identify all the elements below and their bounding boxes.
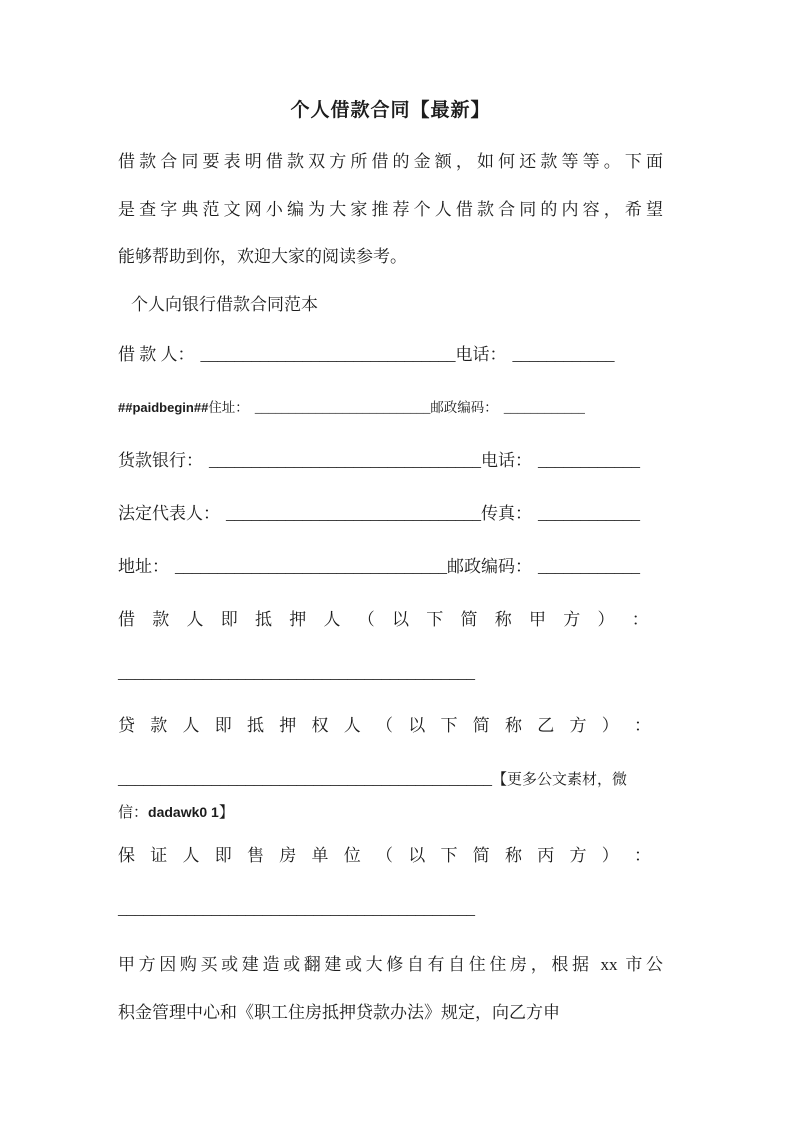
party-a-blank-line: __________________________________________ [118,663,475,682]
bank-blank: ________________________________ [209,451,481,470]
legal-rep-label: 法定代表人： [118,504,220,523]
postal-blank: ____________ [538,557,640,576]
party-b-blank-line [118,763,663,796]
paidbegin-marker: ##paidbegin## [118,400,209,415]
party-c-heading: 保 证 人 即 售 房 单 位 （ 以 下 简 称 丙 方 ） ： [118,846,657,865]
bank-phone-label: 电话： [481,451,532,470]
home-postal-label: 邮政编码： [430,400,498,415]
home-address-label: 住址： [208,400,249,415]
body-paragraph [118,941,663,1036]
body-line-2: 积金管理中心和《职工住房抵押贷款办法》规定，向乙方申 [118,1002,560,1022]
party-b-heading: 贷 款 人 即 抵 押 权 人 （ 以 下 简 称 乙 方 ） ： [118,716,657,735]
bank-phone-blank: ____________ [538,451,640,470]
bank-label: 货款银行： [118,451,203,470]
postal-label: 邮政编码： [447,557,532,576]
field-row-legal-rep [118,487,663,540]
fax-blank: ____________ [538,504,640,523]
field-row-address [118,540,663,593]
wechat-note-prefix: 信： [118,805,149,821]
borrower-blank: ______________________________ [200,345,456,364]
address-blank: ________________________________ [175,557,447,576]
home-postal-blank: ____________ [503,400,585,415]
wechat-note-line-1: 【更多公文素材，微 [492,772,628,788]
borrower-label: 借 款 人： [118,345,195,364]
party-b-blank: ____________________________________________ [118,769,492,788]
document-content [118,98,663,1036]
field-row-bank [118,434,663,487]
fax-label: 传真： [481,504,532,523]
borrower-phone-blank: ____________ [512,345,615,364]
party-b-blank-with-note [118,752,663,829]
body-line-1: 甲方因购买或建造或翻建或大修自有自住住房，根据 xx 市公 [118,955,663,974]
home-address-blank: __________________________ [254,400,431,415]
wechat-id: dadawk0 1 [148,804,219,820]
wechat-note-line-2 [118,796,663,829]
party-a-heading: 借 款 人 即 抵 押 人 （ 以 下 简 称 甲 方 ） ： [118,610,656,629]
address-label: 地址： [118,557,169,576]
borrower-phone-label: 电话： [455,345,507,364]
field-row-borrower [118,328,663,381]
intro-line-1: 借款合同要表明借款双方所借的金额，如何还款等等。下面 [118,152,663,171]
intro-line-2: 是查字典范文网小编为大家推荐个人借款合同的内容，希望 [118,199,663,219]
party-c-blank-line: __________________________________________ [118,899,475,918]
legal-rep-blank: ______________________________ [226,504,481,523]
page-title: 个人借款合同【最新】 [290,100,491,121]
section-subtitle: 个人向银行借款合同范本 [131,294,318,314]
intro-paragraph [118,138,663,281]
field-row-paid-address [118,381,663,434]
intro-line-3: 能够帮助到你，欢迎大家的阅读参考。 [118,247,407,266]
wechat-note-suffix: 】 [218,805,234,821]
